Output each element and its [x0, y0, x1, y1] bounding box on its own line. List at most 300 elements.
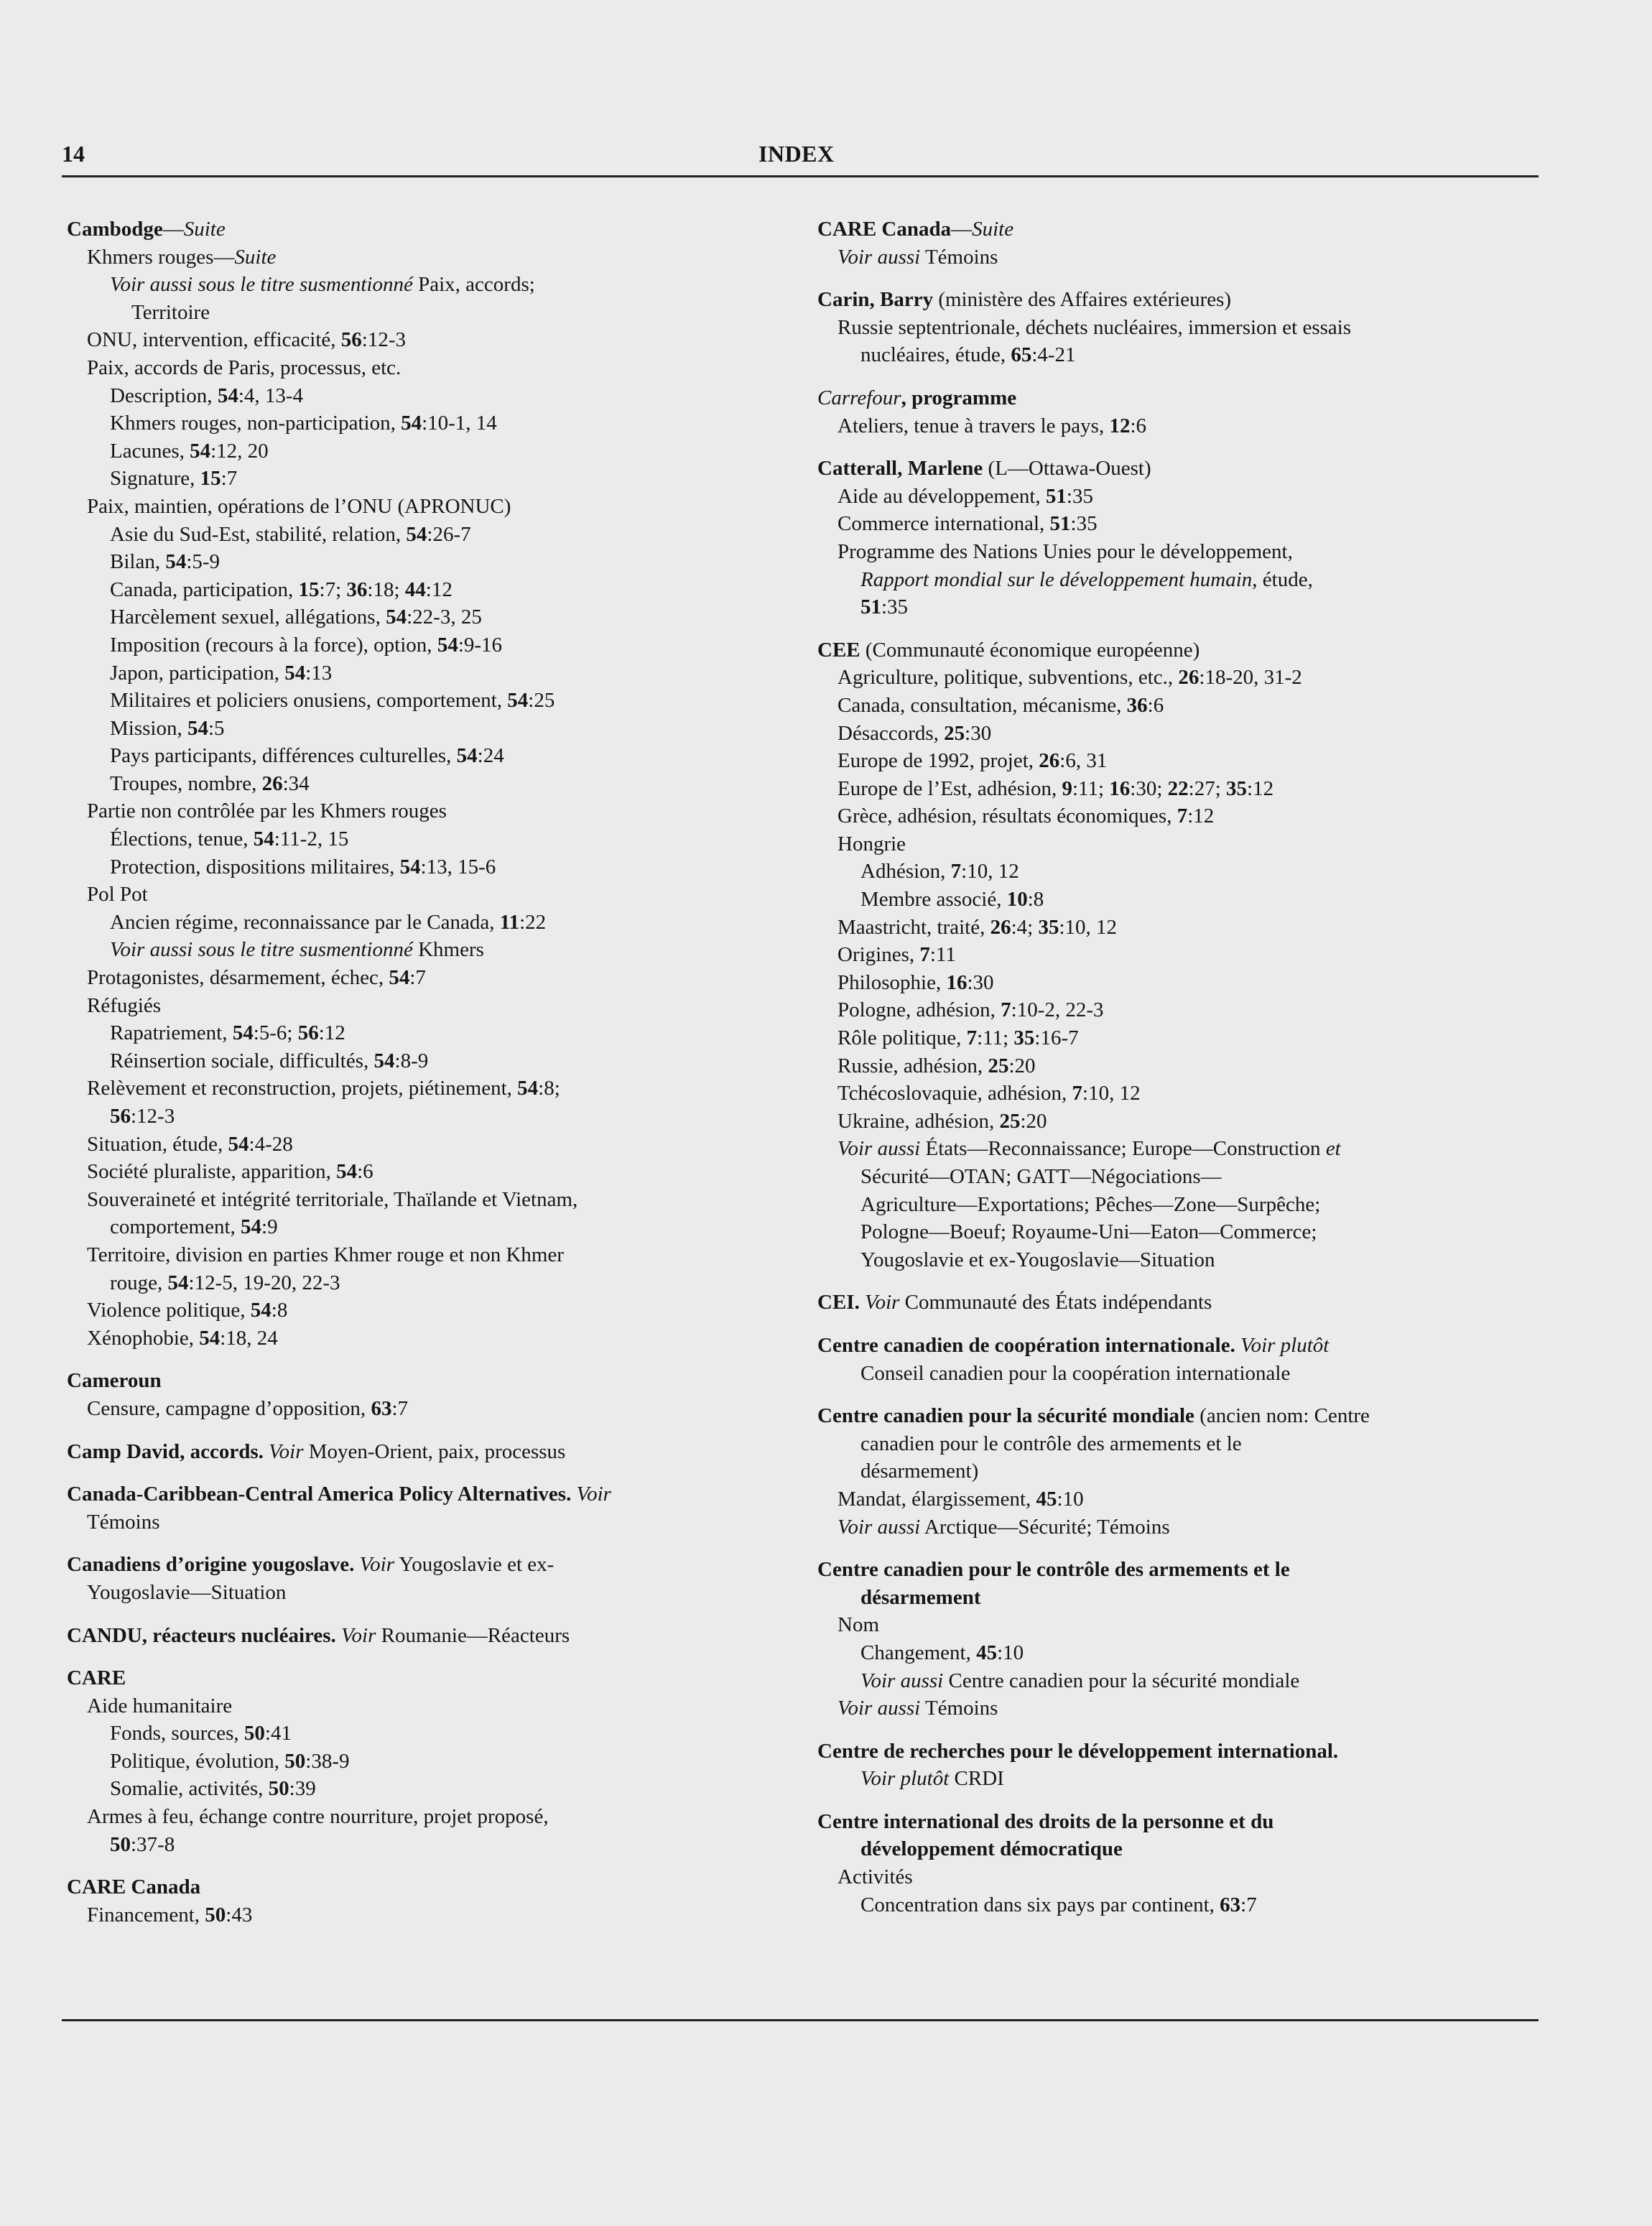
text-run: :4;	[1011, 915, 1039, 939]
text-run: Russie, adhésion,	[837, 1054, 988, 1077]
index-subentry	[817, 775, 1564, 803]
bold-text: 56	[297, 1021, 319, 1045]
text-run: Agriculture, politique, subventions, etc.,	[837, 666, 1179, 690]
bold-text: Centre canadien pour le contrôle des armements et le	[817, 1558, 1290, 1582]
text-run: Violence politique,	[87, 1299, 251, 1322]
text-run: :7	[391, 1396, 408, 1420]
bold-text: 54	[241, 1215, 262, 1239]
index-subentry	[67, 1325, 814, 1353]
index-subentry	[817, 914, 1564, 942]
bold-text: 26	[1039, 749, 1060, 773]
index-subentry	[67, 1748, 814, 1776]
bold-text: 54	[373, 1049, 395, 1072]
index-subentry	[67, 1019, 814, 1047]
bold-text: 65	[1011, 343, 1032, 367]
text-run: Bilan,	[110, 550, 166, 574]
text-run: Europe de 1992, projet,	[837, 749, 1039, 773]
index-subentry	[67, 687, 814, 715]
index-subentry	[817, 969, 1564, 997]
bold-text: 54	[228, 1132, 249, 1156]
index-subentry	[67, 271, 814, 299]
text-run: :10, 12	[1059, 915, 1118, 939]
index-subentry	[817, 830, 1564, 858]
text-run: Partie non contrôlée par les Khmers rouges	[87, 799, 447, 823]
bold-text: 56	[340, 328, 362, 352]
index-subentry	[817, 802, 1564, 830]
text-run: Territoire, division en parties Khmer rouge et non Khmer	[87, 1243, 564, 1266]
index-subentry	[817, 1457, 1564, 1485]
text-run: Yougoslavie et ex-	[394, 1553, 554, 1577]
text-run: Moyen-Orient, paix, processus	[303, 1439, 566, 1463]
bold-text: 50	[268, 1777, 289, 1801]
text-run: :43	[226, 1903, 253, 1926]
index-entry-heading	[67, 1622, 814, 1650]
text-run: Politique, évolution,	[110, 1749, 285, 1773]
text-run: :12	[425, 578, 453, 601]
text-run: :11;	[977, 1026, 1014, 1050]
index-subentry	[67, 1269, 814, 1297]
bold-text: Catterall, Marlene	[817, 457, 983, 481]
italic-text: Suite	[183, 218, 226, 241]
bold-text: 7	[950, 860, 962, 884]
italic-text: Voir	[359, 1553, 395, 1577]
text-run: Khmers rouges, non-participation,	[110, 412, 402, 435]
bold-text: Centre international des droits de la personne et du	[817, 1809, 1274, 1833]
text-run: Pologne—Boeuf; Royaume-Uni—Eaton—Commerce;	[860, 1220, 1317, 1244]
bold-text: 35	[1226, 776, 1248, 800]
bold-text: 54	[284, 661, 306, 685]
text-run: CRDI	[949, 1767, 1004, 1791]
italic-text: et	[1325, 1137, 1341, 1161]
index-column-right	[817, 215, 1564, 1919]
text-run: :12	[1187, 804, 1215, 828]
index-subentry	[67, 576, 814, 604]
text-run: :12, 20	[210, 439, 269, 463]
index-subentry	[67, 631, 814, 659]
text-run: :7	[1240, 1893, 1257, 1916]
bold-text: 54	[507, 689, 529, 713]
text-run: Origines,	[837, 943, 920, 967]
index-subentry	[817, 1863, 1564, 1891]
text-run: Somalie, activités,	[110, 1777, 269, 1801]
text-run: :26-7	[427, 522, 471, 546]
index-subentry	[817, 720, 1564, 748]
index-entry-heading	[817, 1332, 1564, 1360]
text-run	[860, 1291, 865, 1314]
index-subentry	[67, 1103, 814, 1131]
bold-text: 54	[401, 412, 422, 435]
text-run: Relèvement et reconstruction, projets, piétinement,	[87, 1077, 518, 1100]
text-run: Europe de l’Est, adhésion,	[837, 776, 1062, 800]
index-subentry	[817, 941, 1564, 969]
index-subentry	[817, 1835, 1564, 1863]
text-run: :12	[318, 1021, 345, 1045]
bold-text: Camp David, accords.	[67, 1439, 264, 1463]
bold-text: 54	[199, 1326, 221, 1350]
index-entry-heading	[817, 636, 1564, 664]
bold-text: 11	[499, 910, 520, 934]
bold-text: 9	[1062, 776, 1072, 800]
index-entry-heading	[67, 215, 814, 244]
text-run: Rapatriement,	[110, 1021, 233, 1045]
text-run: :4-21	[1031, 343, 1076, 367]
text-run: Hongrie	[837, 832, 906, 855]
text-run: :10	[1057, 1487, 1084, 1511]
text-run: Témoins	[87, 1510, 160, 1534]
text-run: Yougoslavie et ex-Yougoslavie—Situation	[860, 1248, 1215, 1271]
text-run: Khmers rouges—	[87, 245, 235, 269]
text-run: :34	[282, 771, 310, 795]
text-run: :9	[261, 1215, 278, 1239]
text-run: Japon, participation,	[110, 661, 285, 685]
text-run: ONU, intervention, efficacité,	[87, 328, 341, 352]
text-run: —	[951, 218, 973, 241]
text-run: :13, 15-6	[420, 855, 496, 878]
footer-rule	[62, 2019, 1539, 2021]
text-run: Troupes, nombre,	[110, 771, 262, 795]
index-subentry	[817, 593, 1564, 621]
text-run: Ukraine, adhésion,	[837, 1109, 1000, 1133]
index-entry-heading	[817, 1738, 1564, 1766]
index-subentry	[67, 521, 814, 549]
text-run: Réinsertion sociale, difficultés,	[110, 1049, 374, 1072]
text-run: —	[162, 218, 184, 241]
bold-text: désarmement	[860, 1585, 981, 1609]
index-subentry	[67, 1186, 814, 1214]
index-subentry	[67, 909, 814, 937]
italic-text: Voir aussi	[837, 1515, 921, 1539]
index-subentry	[817, 1108, 1564, 1136]
text-run: :6	[1130, 414, 1147, 437]
italic-text: Voir plutôt	[1240, 1333, 1330, 1357]
index-subentry	[817, 1891, 1564, 1919]
bold-text: 7	[966, 1026, 978, 1050]
index-subentry	[67, 881, 814, 909]
text-run: :10-1, 14	[422, 412, 497, 435]
index-subentry	[67, 853, 814, 881]
bold-text: 45	[1036, 1487, 1057, 1511]
index-subentry	[817, 1430, 1564, 1458]
index-subentry	[817, 1611, 1564, 1639]
bold-text: 54	[165, 550, 187, 574]
text-run: Ancien régime, reconnaissance par le Canada,	[110, 910, 500, 934]
text-run: Adhésion,	[860, 860, 951, 884]
bold-text: CARE Canada	[817, 218, 952, 241]
text-run: Élections, tenue,	[110, 827, 254, 851]
text-run: Programme des Nations Unies pour le développement,	[837, 539, 1293, 563]
italic-text: Suite	[972, 218, 1014, 241]
index-subentry	[817, 1694, 1564, 1722]
index-subentry	[67, 936, 814, 964]
text-run: :35	[881, 595, 909, 619]
text-run: , étude,	[1252, 567, 1313, 591]
text-run: :5-6;	[253, 1021, 298, 1045]
text-run: Ateliers, tenue à travers le pays,	[837, 414, 1110, 437]
text-run: États—Reconnaissance; Europe—Construction	[920, 1137, 1326, 1161]
text-run: Asie du Sud-Est, stabilité, relation,	[110, 522, 407, 546]
bold-text: 54	[399, 855, 421, 878]
text-run: Commerce international,	[837, 512, 1050, 536]
index-subentry	[67, 326, 814, 354]
index-subentry	[67, 825, 814, 853]
index-subentry	[817, 1584, 1564, 1612]
text-run: Canada, consultation, mécanisme,	[837, 693, 1127, 717]
index-subentry	[67, 1692, 814, 1720]
index-entry-heading	[67, 1664, 814, 1692]
bold-text: 16	[1109, 776, 1131, 800]
text-run: :4, 13-4	[238, 384, 304, 407]
text-run: Communauté des États indépendants	[899, 1291, 1212, 1314]
text-run	[1235, 1334, 1240, 1357]
index-subentry	[817, 1485, 1564, 1513]
index-subentry	[67, 382, 814, 410]
text-run: :7;	[319, 578, 347, 601]
text-run: Mandat, élargissement,	[837, 1487, 1036, 1511]
text-run: Financement,	[87, 1903, 205, 1926]
bold-text: 44	[404, 578, 426, 601]
italic-text: Voir	[576, 1483, 611, 1506]
italic-text: Voir aussi sous le titre susmentionné	[110, 938, 413, 962]
text-run: :20	[1020, 1109, 1047, 1133]
bold-text: 26	[261, 771, 283, 795]
index-subentry	[817, 1513, 1564, 1541]
index-entry-heading	[67, 1367, 814, 1395]
index-entry-heading	[817, 384, 1564, 412]
text-run	[354, 1553, 359, 1576]
bold-text: 10	[1006, 888, 1028, 912]
text-run: :24	[477, 744, 504, 768]
text-run: :16-7	[1034, 1026, 1079, 1050]
bold-text: 54	[167, 1271, 189, 1294]
index-subentry	[67, 1075, 814, 1103]
bold-text: 50	[243, 1722, 265, 1745]
text-run: :5	[208, 716, 225, 740]
text-run: :8	[1027, 888, 1044, 912]
text-run: :12-3	[131, 1105, 175, 1128]
index-entry-heading	[67, 1873, 814, 1901]
index-subentry	[67, 437, 814, 465]
bold-text: 54	[253, 827, 274, 851]
header-rule	[62, 175, 1539, 177]
text-run: :22-3, 25	[407, 606, 482, 629]
index-entry-heading	[817, 1808, 1564, 1836]
bold-text: 54	[232, 1021, 254, 1045]
italic-text: Suite	[234, 245, 277, 269]
text-run: Signature,	[110, 467, 200, 491]
text-run: :35	[1070, 512, 1098, 536]
bold-text: CEE	[817, 638, 860, 662]
italic-text: Voir aussi	[837, 1697, 921, 1720]
text-run: Maastricht, traité,	[837, 915, 990, 939]
text-run: Activités	[837, 1865, 913, 1889]
index-subentry	[67, 1297, 814, 1325]
bold-text: Carin, Barry	[817, 288, 934, 312]
text-run: :18, 24	[220, 1326, 278, 1350]
bold-text: 12	[1109, 414, 1131, 437]
index-entry-heading	[817, 1289, 1564, 1317]
index-entry-heading	[67, 1551, 814, 1579]
bold-text: 7	[1072, 1082, 1083, 1105]
text-run: Arctique—Sécurité; Témoins	[920, 1515, 1170, 1539]
index-subentry	[67, 409, 814, 437]
bold-text: CANDU, réacteurs nucléaires.	[67, 1623, 336, 1647]
text-run: Conseil canadien pour la coopération internationale	[860, 1361, 1291, 1385]
index-subentry	[817, 483, 1564, 511]
text-run: Désaccords,	[837, 721, 945, 745]
text-run: :10-2, 22-3	[1011, 998, 1104, 1022]
italic-text: Carrefour	[817, 386, 901, 409]
index-entry-heading	[817, 455, 1564, 483]
text-run: Agriculture—Exportations; Pêches—Zone—Surpêche;	[860, 1192, 1321, 1216]
text-run: :9-16	[458, 633, 503, 657]
index-subentry	[67, 244, 814, 272]
text-run: Fonds, sources,	[110, 1722, 244, 1745]
text-run: Société pluraliste, apparition,	[87, 1160, 337, 1184]
italic-text: Voir plutôt	[860, 1767, 950, 1791]
text-run: Protagonistes, désarmement, échec,	[87, 966, 389, 990]
index-subentry	[817, 1163, 1564, 1191]
index-subentry	[817, 1218, 1564, 1246]
index-subentry	[817, 1080, 1564, 1108]
text-run: Grèce, adhésion, résultats économiques,	[837, 804, 1177, 828]
bold-text: 51	[860, 595, 881, 619]
index-subentry	[817, 341, 1564, 369]
index-subentry	[67, 992, 814, 1020]
text-run: Centre canadien pour la sécurité mondiale	[943, 1669, 1300, 1692]
index-subentry	[817, 244, 1564, 272]
bold-text: CARE Canada	[67, 1875, 201, 1899]
bold-text: 36	[346, 578, 368, 601]
bold-text: CEI.	[817, 1291, 860, 1314]
italic-text: Voir	[269, 1439, 304, 1463]
bold-text: 51	[1049, 512, 1071, 536]
index-subentry	[817, 1765, 1564, 1793]
index-subentry	[67, 715, 814, 743]
text-run: Protection, dispositions militaires,	[110, 855, 400, 878]
text-run: Russie septentrionale, déchets nucléaires, immersion et essais	[837, 315, 1352, 339]
bold-text: CARE	[67, 1666, 126, 1690]
index-subentry	[817, 314, 1564, 342]
text-run: (Communauté économique européenne)	[860, 638, 1200, 662]
text-run: (L—Ottawa-Ouest)	[983, 457, 1151, 481]
bold-text: Canadiens d’origine yougoslave.	[67, 1553, 355, 1577]
bold-text: 35	[1038, 915, 1059, 939]
index-subentry	[67, 964, 814, 992]
bold-text: 54	[250, 1299, 272, 1322]
text-run: Changement,	[860, 1641, 977, 1664]
index-subentry	[817, 692, 1564, 720]
text-run: :39	[289, 1777, 316, 1801]
index-subentry	[67, 1395, 814, 1423]
index-subentry	[817, 886, 1564, 914]
text-run: :41	[264, 1722, 292, 1745]
text-run: :25	[528, 689, 555, 713]
bold-text: 54	[389, 966, 410, 990]
text-run: :12-5, 19-20, 22-3	[188, 1271, 340, 1294]
index-subentry	[67, 299, 814, 327]
italic-text: Voir	[865, 1291, 900, 1314]
text-run: Harcèlement sexuel, allégations,	[110, 606, 386, 629]
bold-text: 7	[1177, 804, 1188, 828]
text-run: Pol Pot	[87, 883, 148, 906]
text-run: :6	[1147, 693, 1164, 717]
text-run	[571, 1483, 576, 1506]
index-subentry	[817, 1360, 1564, 1388]
bold-text: 54	[517, 1077, 539, 1100]
text-run: Aide au développement,	[837, 484, 1046, 508]
italic-text: Voir	[341, 1623, 376, 1647]
text-run: :37-8	[131, 1832, 175, 1856]
text-run: :18-20, 31-2	[1199, 666, 1302, 690]
index-subentry	[67, 1241, 814, 1269]
index-entry-heading	[67, 1438, 814, 1466]
text-run: désarmement)	[860, 1460, 979, 1483]
text-run	[336, 1624, 341, 1647]
text-run: :11-2, 15	[274, 827, 349, 851]
bold-text: 36	[1126, 693, 1148, 717]
bold-text: Cambodge	[67, 218, 163, 241]
text-run: :11	[929, 943, 956, 967]
text-run: :10	[997, 1641, 1024, 1664]
bold-text: 7	[1001, 998, 1011, 1022]
index-subentry	[67, 797, 814, 825]
text-run: :12-3	[361, 328, 406, 352]
bold-text: 50	[205, 1903, 226, 1926]
text-run: Sécurité—OTAN; GATT—Négociations—	[860, 1165, 1222, 1188]
index-subentry	[67, 659, 814, 687]
text-run: Pays participants, différences culturelles,	[110, 744, 457, 768]
index-subentry	[67, 548, 814, 576]
bold-text: 63	[371, 1396, 392, 1420]
index-subentry	[817, 510, 1564, 538]
text-run: Yougoslavie—Situation	[87, 1580, 287, 1604]
text-run: :6	[357, 1160, 373, 1184]
italic-text: Voir aussi sous le titre susmentionné	[110, 273, 413, 297]
text-run: :30	[965, 721, 992, 745]
text-run: :38-9	[305, 1749, 350, 1773]
index-subentry	[67, 493, 814, 521]
index-subentry	[67, 742, 814, 770]
bold-text: 54	[217, 384, 238, 407]
text-run: :7	[221, 467, 238, 491]
text-run: Philosophie,	[837, 970, 947, 994]
text-run: Censure, campagne d’opposition,	[87, 1396, 371, 1420]
text-run: Situation, étude,	[87, 1132, 228, 1156]
bold-text: 16	[946, 970, 967, 994]
text-run: comportement,	[110, 1215, 241, 1239]
index-subentry	[817, 538, 1564, 566]
text-run: (ministère des Affaires extérieures)	[933, 288, 1232, 312]
bold-text: 56	[110, 1105, 131, 1128]
index-subentry	[817, 1639, 1564, 1667]
bold-text: Cameroun	[67, 1369, 162, 1393]
italic-text: Voir aussi	[860, 1669, 944, 1692]
text-run: Canada, participation,	[110, 578, 299, 601]
text-run: :11;	[1072, 776, 1110, 800]
italic-text: Voir aussi	[837, 245, 921, 269]
italic-text: Voir aussi	[837, 1137, 921, 1161]
bold-text: 26	[990, 915, 1011, 939]
text-run: Imposition (recours à la force), option,	[110, 633, 437, 657]
bold-text: 25	[988, 1054, 1009, 1077]
text-run: :18;	[367, 578, 405, 601]
text-run: Témoins	[920, 245, 998, 269]
italic-text: Rapport mondial sur le développement humain	[860, 567, 1253, 591]
index-subentry	[817, 996, 1564, 1024]
index-subentry	[67, 1047, 814, 1075]
bold-text: 51	[1045, 484, 1067, 508]
text-run: :20	[1008, 1054, 1036, 1077]
